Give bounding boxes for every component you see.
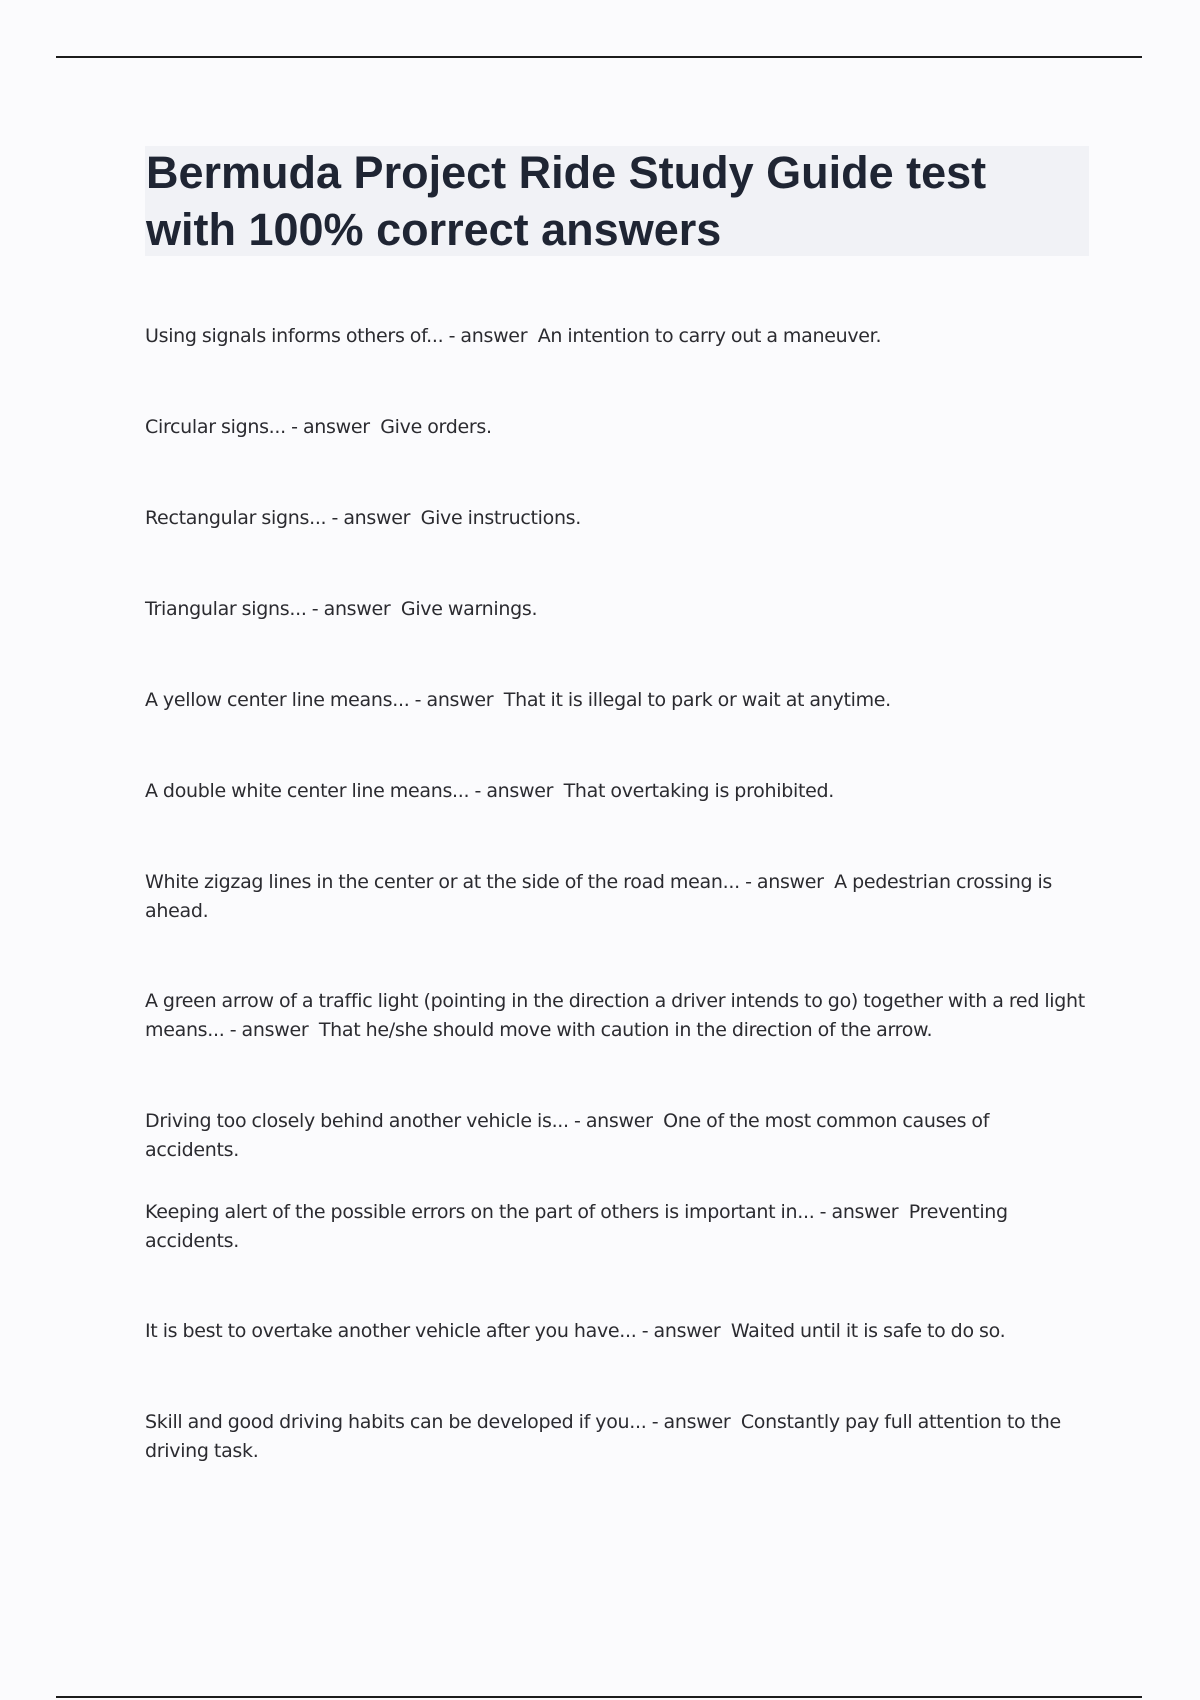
answer-text: That he/she should move with caution in the direction of the arrow. bbox=[318, 1019, 933, 1041]
answer-text: That overtaking is prohibited. bbox=[563, 780, 834, 802]
qa-item bbox=[145, 868, 1085, 926]
top-rule bbox=[56, 56, 1142, 58]
answer-text: A pedestrian crossing is ahead. bbox=[145, 871, 1053, 922]
answer-separator: - answer bbox=[224, 1019, 319, 1041]
question-text: It is best to overtake another vehicle after you have... bbox=[145, 1320, 637, 1342]
answer-text: One of the most common causes of accidents. bbox=[145, 1110, 990, 1161]
answer-text: Give instructions. bbox=[420, 507, 582, 529]
question-text: White zigzag lines in the center or at the side of the road mean... bbox=[145, 871, 740, 893]
qa-item bbox=[145, 504, 1085, 533]
answer-separator: - answer bbox=[326, 507, 421, 529]
answer-separator: - answer bbox=[306, 598, 401, 620]
qa-item bbox=[145, 777, 1085, 806]
answer-separator: - answer bbox=[409, 689, 504, 711]
answer-text: Preventing accidents. bbox=[145, 1201, 1008, 1252]
answer-separator: - answer bbox=[646, 1411, 741, 1433]
qa-item bbox=[145, 1198, 1085, 1256]
answer-separator: - answer bbox=[814, 1201, 909, 1223]
answer-text: Give orders. bbox=[380, 416, 492, 438]
answer-text: That it is illegal to park or wait at anytime. bbox=[503, 689, 891, 711]
qa-item bbox=[145, 413, 1085, 442]
answer-separator: - answer bbox=[469, 780, 564, 802]
answer-text: An intention to carry out a maneuver. bbox=[537, 325, 882, 347]
question-text: A double white center line means... bbox=[145, 780, 470, 802]
question-text: Rectangular signs... bbox=[145, 507, 327, 529]
qa-item bbox=[145, 987, 1085, 1045]
question-text: Skill and good driving habits can be developed if you... bbox=[145, 1411, 647, 1433]
answer-text: Waited until it is safe to do so. bbox=[730, 1320, 1006, 1342]
question-text: Triangular signs... bbox=[145, 598, 307, 620]
page-title: Bermuda Project Ride Study Guide test with 100% correct answers bbox=[146, 147, 987, 255]
qa-item bbox=[145, 1317, 1085, 1346]
qa-item bbox=[145, 686, 1085, 715]
qa-item bbox=[145, 1107, 1085, 1165]
qa-item bbox=[145, 595, 1085, 624]
question-text: A green arrow of a traffic light (pointing in the direction a driver intends to go) together with a red light means... bbox=[145, 990, 1085, 1041]
qa-item bbox=[145, 1408, 1085, 1466]
answer-separator: - answer bbox=[568, 1110, 664, 1132]
qa-item bbox=[145, 322, 1085, 351]
answer-separator: - answer bbox=[443, 325, 538, 347]
question-text: Circular signs... bbox=[145, 416, 286, 438]
answer-separator: - answer bbox=[285, 416, 381, 438]
answer-text: Constantly pay full attention to the driving task. bbox=[145, 1411, 1061, 1462]
answer-text: Give warnings. bbox=[400, 598, 538, 620]
question-text: Keeping alert of the possible errors on the part of others is important in... bbox=[145, 1201, 815, 1223]
answer-separator: - answer bbox=[636, 1320, 731, 1342]
question-text: Using signals informs others of... bbox=[145, 325, 444, 347]
question-text: A yellow center line means... bbox=[145, 689, 410, 711]
bottom-rule bbox=[56, 1696, 1142, 1698]
answer-separator: - answer bbox=[739, 871, 835, 893]
question-text: Driving too closely behind another vehicle is... bbox=[145, 1110, 569, 1132]
